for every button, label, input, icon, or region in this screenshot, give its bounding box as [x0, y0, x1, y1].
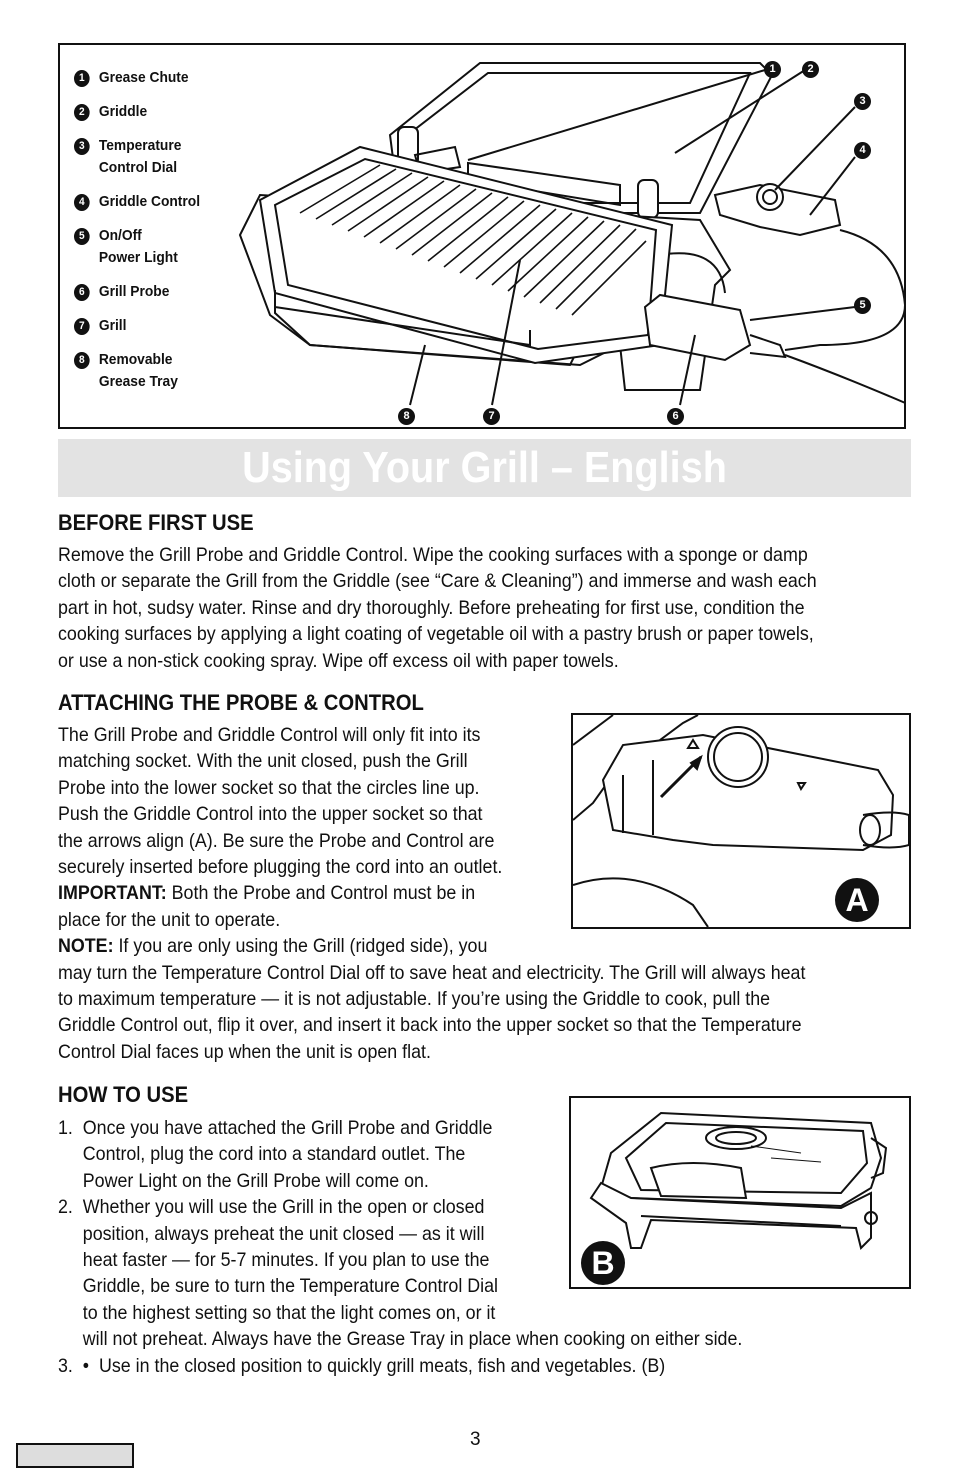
text-line: cloth or separate the Grill from the Griddle (see “Care & Cleaning”) and immerse and wash each: [58, 570, 817, 593]
text-line: heat faster — for 5-7 minutes. If you plan to use the: [58, 1249, 490, 1272]
text-line: Control, plug the cord into a standard outlet. The: [58, 1143, 466, 1166]
section-heading: ATTACHING THE PROBE & CONTROL: [58, 690, 424, 715]
text-line: Griddle Control out, flip it over, and insert it back into the upper socket so that the Temperature: [58, 1014, 802, 1037]
page-title: Using Your Grill – English: [242, 443, 727, 492]
legend-label: Temperature Control Dial: [98, 137, 182, 176]
text-line: to the highest setting so that the light comes on, or it: [58, 1301, 496, 1324]
figure-a: [571, 713, 911, 929]
text-line: may turn the Temperature Control Dial off to save heat and electricity. The Grill will always heat: [58, 961, 806, 984]
number-badge: 3: [74, 138, 90, 155]
figure-label: B: [581, 1241, 625, 1285]
legend-label: Griddle: [98, 103, 148, 120]
text-line: the arrows align (A). Be sure the Probe and Control are: [58, 829, 495, 852]
text-line: or use a non-stick cooking spray. Wipe off excess oil with paper towels.: [58, 649, 619, 672]
text-line: Control Dial faces up when the unit is open flat.: [58, 1040, 431, 1063]
text-line: position, always preheat the unit closed — as it will: [58, 1222, 485, 1245]
callout-badge: 7: [483, 408, 500, 425]
text-line: 3. • Use in the closed position to quickly grill meats, fish and vegetables. (B): [58, 1354, 666, 1377]
legend-item: [74, 191, 230, 213]
legend-label: On/Off Power Light: [98, 227, 178, 266]
legend-item: [74, 135, 230, 179]
number-badge: 8: [74, 352, 90, 369]
text-line: part in hot, sudsy water. Rinse and dry thoroughly. Before preheating for first use, condition the: [58, 596, 805, 619]
legend-label: Grill Probe: [98, 283, 170, 300]
text-line: The Grill Probe and Griddle Control will only fit into its: [58, 724, 481, 746]
text-line: Probe into the lower socket so that the circles line up.: [58, 776, 480, 799]
text-line: 2. Whether you will use the Grill in the open or closed: [58, 1196, 485, 1219]
number-badge: 7: [74, 318, 90, 335]
legend-item: [74, 281, 230, 303]
text-line: Push the Griddle Control into the upper socket so that: [58, 803, 483, 826]
text-line: Power Light on the Grill Probe will come on.: [58, 1169, 429, 1192]
note-line: [58, 933, 805, 959]
figure-label: A: [835, 878, 879, 922]
text-span: If you are only using the Grill (ridged side), you: [113, 935, 488, 958]
page-number: 3: [470, 1429, 481, 1450]
text-line: Remove the Grill Probe and Griddle Control. Wipe the cooking surfaces with a sponge or damp: [58, 544, 808, 566]
legend-label: Grease Chute: [98, 69, 189, 86]
text-line: matching socket. With the unit closed, push the Grill: [58, 750, 468, 773]
text-line: place for the unit to operate.: [58, 908, 281, 931]
callout-badge: 4: [854, 142, 871, 159]
number-badge: 6: [74, 284, 90, 301]
legend-item: [74, 101, 230, 123]
section-heading: HOW TO USE: [58, 1082, 189, 1107]
text-span: Both the Probe and Control must be in: [166, 882, 476, 905]
number-badge: 4: [74, 194, 90, 211]
callout-badge: 6: [667, 408, 684, 425]
number-badge: 5: [74, 228, 90, 245]
parts-diagram: [58, 43, 906, 429]
corner-mark: [16, 1443, 134, 1468]
text-line: securely inserted before plugging the cord into an outlet.: [58, 856, 503, 879]
callout-badge: 5: [854, 297, 871, 314]
legend-label: Griddle Control: [98, 193, 201, 210]
text-line: will not preheat. Always have the Grease Tray in place when cooking on either side.: [58, 1328, 743, 1351]
number-badge: 2: [74, 104, 90, 121]
text-line: to maximum temperature — it is not adjustable. If you’re using the Griddle to cook, pull the: [58, 988, 771, 1011]
text-line: 1. Once you have attached the Grill Probe and Griddle: [58, 1117, 493, 1139]
title-band: [58, 439, 911, 497]
callout-badge: 2: [802, 61, 819, 78]
legend-item: [74, 349, 230, 393]
callout-badge: 8: [398, 408, 415, 425]
number-badge: 1: [74, 70, 90, 87]
note-label: NOTE:: [58, 935, 114, 958]
callout-badge: 1: [764, 61, 781, 78]
legend-item: [74, 67, 230, 89]
text-line: Griddle, be sure to turn the Temperature Control Dial: [58, 1275, 499, 1298]
important-label: IMPORTANT:: [58, 882, 167, 905]
parts-legend: [74, 67, 244, 405]
legend-item: [74, 315, 230, 337]
figure-b: [569, 1096, 911, 1289]
callout-badge: 3: [854, 93, 871, 110]
legend-item: [74, 225, 230, 269]
text-line: cooking surfaces by applying a light coating of vegetable oil with a pastry brush or paper towels,: [58, 623, 814, 646]
legend-label: Removable Grease Tray: [98, 351, 178, 390]
before-first-use-text: [58, 542, 817, 674]
legend-label: Grill: [98, 317, 127, 334]
section-heading: BEFORE FIRST USE: [58, 510, 254, 535]
